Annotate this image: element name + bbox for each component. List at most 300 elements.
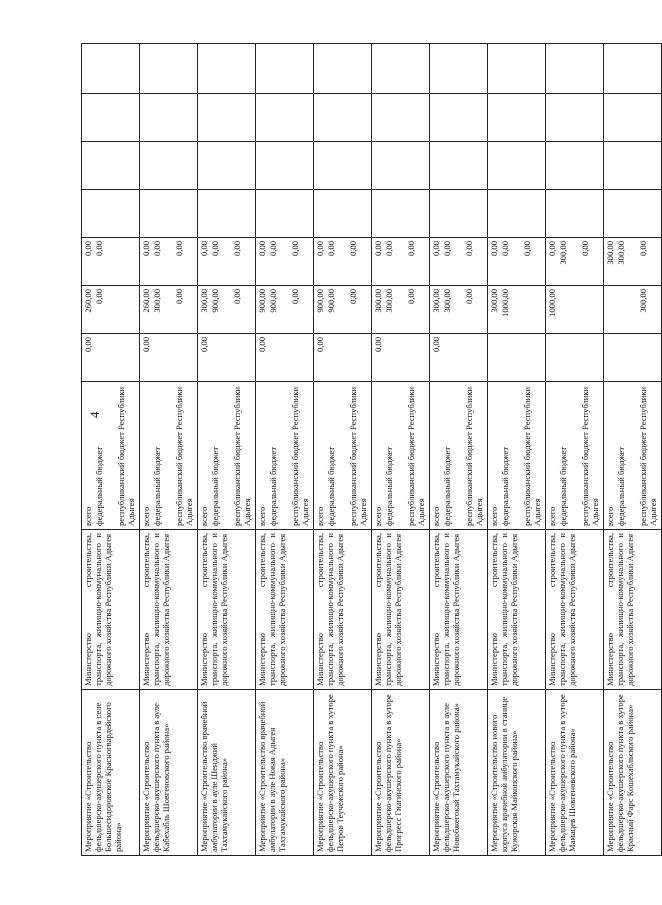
amount-cell [604, 94, 662, 142]
event-cell [488, 690, 546, 856]
amount-value [558, 289, 580, 330]
amount-value: 0,00 [406, 289, 416, 305]
table-row [82, 44, 140, 856]
amount-cell [604, 334, 662, 382]
amount-value [174, 47, 196, 90]
executor-cell [198, 530, 256, 690]
amount-value [232, 47, 254, 90]
amount-value [558, 337, 580, 378]
event-cell [140, 690, 198, 856]
amount-cell [314, 142, 372, 190]
amount-cell [430, 142, 488, 190]
amount-value [616, 337, 638, 378]
amount-cell [546, 286, 604, 334]
funding-source-line: всего [605, 506, 615, 526]
funding-source-cell [372, 382, 430, 530]
amount-value: 0,00 [373, 241, 383, 257]
amount-cell [488, 286, 546, 334]
funding-source-line: всего [431, 506, 441, 526]
executor-cell [604, 530, 662, 690]
amount-value [580, 289, 602, 330]
amount-value [558, 47, 580, 90]
amount-value [464, 97, 486, 138]
executor-text: Министерство строительства, транспорта, жилищно-коммунального и дорожного хозяйства Республики Адыгея [315, 533, 346, 686]
amount-value [580, 97, 602, 138]
event-cell [256, 690, 314, 856]
amount-value: 300,00 [558, 241, 568, 265]
executor-cell [546, 530, 604, 690]
amount-value [141, 193, 152, 234]
amount-value [83, 97, 94, 138]
funding-source-line: всего [141, 506, 151, 526]
amount-value [210, 145, 232, 186]
amount-value [638, 145, 660, 186]
event-cell [604, 690, 662, 856]
table-row [430, 44, 488, 856]
amount-value [83, 145, 94, 186]
funding-source-line: федеральный бюджет [152, 446, 162, 526]
amount-value: 0,00 [257, 241, 267, 257]
amount-value: 300,00 [442, 289, 452, 313]
amount-value: 0,00 [94, 241, 104, 257]
amount-value [580, 337, 602, 378]
amount-cell [82, 94, 140, 142]
amount-cell [82, 238, 140, 286]
amount-cell [198, 190, 256, 238]
amount-value: 0,00 [257, 337, 267, 353]
table-row [488, 44, 546, 856]
event-text: Мероприятие «Строительство фельдшерско-акушерского пункта в ауле Новобжегокай Тахтамукайского района» [431, 703, 462, 852]
funding-source-line: всего [315, 506, 325, 526]
amount-value: 300,00 [373, 289, 383, 313]
amount-cell [372, 286, 430, 334]
amount-value: 900,00 [210, 289, 220, 313]
executor-cell [140, 530, 198, 690]
amount-cell [488, 44, 546, 94]
amount-cell [314, 334, 372, 382]
executor-cell [314, 530, 372, 690]
funding-source-cell [604, 382, 662, 530]
amount-value: 0,00 [210, 241, 220, 257]
amount-value [268, 47, 290, 90]
amount-value [116, 337, 138, 378]
amount-value [116, 47, 138, 90]
amount-value: 260,00 [141, 289, 151, 313]
amount-cell [372, 142, 430, 190]
funding-source-line: республиканский бюджет Республики Адыгея [174, 386, 195, 526]
amount-cell [198, 334, 256, 382]
amount-cell [314, 286, 372, 334]
amount-value [500, 145, 522, 186]
amount-cell [82, 44, 140, 94]
funding-source-line: всего [199, 506, 209, 526]
amount-value [315, 47, 326, 90]
amount-value [616, 289, 638, 330]
amount-value [348, 97, 370, 138]
amount-value [384, 145, 406, 186]
amount-value [638, 47, 660, 90]
amount-value: 300,00 [384, 289, 394, 313]
amount-cell [546, 44, 604, 94]
amount-cell [488, 190, 546, 238]
amount-cell [82, 286, 140, 334]
amount-cell [140, 44, 198, 94]
amount-value [315, 145, 326, 186]
amount-value: 0,00 [232, 241, 242, 257]
amount-value [384, 337, 406, 378]
amount-value [558, 193, 580, 234]
amount-cell [256, 94, 314, 142]
amount-value [116, 97, 138, 138]
amount-value: 0,00 [174, 241, 184, 257]
funding-source-line: республиканский бюджет Республики Адыгея [406, 386, 427, 526]
amount-value [232, 97, 254, 138]
amount-value [442, 337, 464, 378]
amount-cell [314, 44, 372, 94]
amount-cell [430, 190, 488, 238]
page-number: 4 [87, 411, 102, 418]
amount-value [174, 145, 196, 186]
amount-value: 300,00 [638, 289, 648, 313]
amount-value [489, 145, 500, 186]
funding-source-line: республиканский бюджет Республики Адыгея [464, 386, 485, 526]
amount-cell [314, 190, 372, 238]
amount-cell [140, 334, 198, 382]
amount-value: 300,00 [605, 241, 615, 265]
amount-value: 300,00 [431, 289, 441, 313]
amount-value [141, 145, 152, 186]
amount-value: 1000,00 [547, 289, 557, 317]
amount-value [558, 145, 580, 186]
amount-value: 0,00 [94, 289, 104, 305]
funding-source-line: республиканский бюджет Республики Адыгея [580, 386, 601, 526]
amount-value [290, 337, 312, 378]
amount-value [547, 337, 558, 378]
event-text: Мероприятие «Строительство фельдшерско-акушерского пункта в хуторе Прогресс Гиагинского района» [373, 694, 404, 852]
amount-value [348, 193, 370, 234]
amount-cell [198, 142, 256, 190]
amount-cell [256, 142, 314, 190]
amount-value [384, 193, 406, 234]
amount-value [406, 47, 428, 90]
amount-value [431, 145, 442, 186]
amount-value [616, 145, 638, 186]
amount-cell [546, 142, 604, 190]
amount-value [199, 145, 210, 186]
amount-cell [604, 190, 662, 238]
amount-value: 300,00 [489, 289, 499, 313]
amount-value [290, 97, 312, 138]
amount-cell [372, 190, 430, 238]
amount-value [174, 97, 196, 138]
amount-value [373, 97, 384, 138]
amount-value [83, 193, 94, 234]
executor-text: Министерство строительства, транспорта, жилищно-коммунального и дорожного хозяйства Республики Адыгея [605, 533, 636, 686]
event-cell [430, 690, 488, 856]
executor-text: Министерство строительства, транспорта, жилищно-коммунального и дорожного хозяйства Республики Адыгея [257, 533, 288, 686]
amount-value [268, 97, 290, 138]
amount-value [464, 145, 486, 186]
event-text: Мероприятие «Строительство фельдшерско-акушерского пункта в хуторе Мамацев Шовгеновского района» [547, 694, 578, 852]
amount-value [489, 193, 500, 234]
amount-value [268, 337, 290, 378]
amount-value: 0,00 [199, 241, 209, 257]
amount-value: 300,00 [616, 241, 626, 265]
amount-value [522, 145, 544, 186]
funding-source-line: федеральный бюджет [384, 446, 394, 526]
amount-cell [314, 94, 372, 142]
amount-value: 0,00 [464, 241, 474, 257]
executor-cell [82, 530, 140, 690]
amount-value: 0,00 [406, 241, 416, 257]
amount-value [199, 47, 210, 90]
amount-value [431, 47, 442, 90]
amount-cell [140, 190, 198, 238]
table-body [82, 44, 662, 856]
amount-cell [546, 334, 604, 382]
amount-value [174, 337, 196, 378]
amount-value [94, 47, 116, 90]
amount-value [210, 47, 232, 90]
event-cell [546, 690, 604, 856]
amount-value [605, 97, 616, 138]
amount-value [522, 289, 544, 330]
executor-text: Министерство строительства, транспорта, жилищно-коммунального и дорожного хозяйства Республики Адыгея [141, 533, 172, 686]
amount-value [257, 193, 268, 234]
amount-value [384, 47, 406, 90]
amount-value [580, 47, 602, 90]
amount-cell [604, 44, 662, 94]
amount-value [500, 47, 522, 90]
funding-source-line: федеральный бюджет [558, 446, 568, 526]
amount-cell [140, 238, 198, 286]
amount-value [326, 193, 348, 234]
funding-source-cell [198, 382, 256, 530]
event-text: Мероприятие «Строительство фельдшерско-акушерского пункта в селе Большесидоровское Красногвардейского района» [83, 702, 124, 852]
amount-value [315, 97, 326, 138]
amount-value: 0,00 [315, 241, 325, 257]
amount-value [489, 337, 500, 378]
amount-cell [372, 334, 430, 382]
amount-cell [256, 44, 314, 94]
amount-value [489, 97, 500, 138]
amount-value [141, 97, 152, 138]
table-row [546, 44, 604, 856]
executor-cell [372, 530, 430, 690]
table-row [198, 44, 256, 856]
amount-value: 0,00 [522, 241, 532, 257]
amount-cell [372, 94, 430, 142]
table-row [604, 44, 662, 856]
amount-value: 0,00 [315, 337, 325, 353]
amount-value [638, 337, 660, 378]
amount-cell [82, 142, 140, 190]
amount-value [348, 145, 370, 186]
amount-value [464, 337, 486, 378]
amount-value: 260,00 [83, 289, 93, 313]
amount-value [94, 193, 116, 234]
amount-value: 900,00 [315, 289, 325, 313]
amount-value [522, 47, 544, 90]
amount-value [522, 193, 544, 234]
funding-source-cell [314, 382, 372, 530]
funding-source-line: республиканский бюджет Республики Адыгея [348, 386, 369, 526]
amount-value [547, 145, 558, 186]
amount-value [152, 47, 174, 90]
amount-cell [430, 94, 488, 142]
amount-value [232, 337, 254, 378]
amount-cell [256, 190, 314, 238]
rotated-table-wrapper [81, 44, 659, 856]
amount-value: 900,00 [257, 289, 267, 313]
amount-cell [140, 94, 198, 142]
amount-cell [488, 238, 546, 286]
amount-value [605, 337, 616, 378]
amount-value [210, 337, 232, 378]
amount-value [199, 193, 210, 234]
amount-value [257, 145, 268, 186]
amount-value [442, 47, 464, 90]
amount-value: 0,00 [348, 241, 358, 257]
funding-source-line: федеральный бюджет [210, 446, 220, 526]
event-text: Мероприятие «Строительство врачебной амбулатории в ауле Шенджий Тахтамукайского района» [199, 701, 230, 852]
amount-value: 0,00 [547, 241, 557, 257]
amount-cell [604, 238, 662, 286]
executor-cell [488, 530, 546, 690]
amount-cell [604, 142, 662, 190]
amount-value [522, 337, 544, 378]
amount-value [464, 193, 486, 234]
executor-text: Министерство строительства, транспорта, жилищно-коммунального и дорожного хозяйства Республики Адыгея [431, 533, 462, 686]
executor-text: Министерство строительства, транспорта, жилищно-коммунального и дорожного хозяйства Республики Адыгея [83, 533, 114, 686]
amount-value [315, 193, 326, 234]
event-cell [82, 690, 140, 856]
amount-value [94, 97, 116, 138]
executor-text: Министерство строительства, транспорта, жилищно-коммунального и дорожного хозяйства Республики Адыгея [489, 533, 520, 686]
amount-value [348, 337, 370, 378]
event-text: Мероприятие «Строительство фельдшерско-акушерского пункта в хуторе Петров Теучежского района» [315, 694, 346, 852]
amount-value: 0,00 [83, 337, 93, 353]
amount-value [500, 97, 522, 138]
amount-value: 0,00 [348, 289, 358, 305]
amount-value [605, 145, 616, 186]
amount-value [431, 97, 442, 138]
amount-value [406, 337, 428, 378]
funding-source-line: всего [257, 506, 267, 526]
event-cell [372, 690, 430, 856]
amount-value: 300,00 [199, 289, 209, 313]
amount-value [116, 193, 138, 234]
amount-value [442, 97, 464, 138]
amount-value [290, 47, 312, 90]
amount-value: 0,00 [464, 289, 474, 305]
amount-value: 300,00 [152, 289, 162, 313]
funding-source-line: федеральный бюджет [616, 446, 626, 526]
amount-cell [198, 94, 256, 142]
funding-source-line: республиканский бюджет Республики Адыгея [116, 386, 137, 526]
funding-source-cell [546, 382, 604, 530]
executor-cell [256, 530, 314, 690]
funding-source-line: всего [489, 506, 499, 526]
event-text: Мероприятие «Строительство фельдшерско-акушерского пункта в хуторе Красный Фарс Кошехабльского района» [605, 694, 636, 852]
amount-cell [604, 286, 662, 334]
amount-value [94, 337, 116, 378]
amount-value: 0,00 [580, 241, 590, 257]
amount-value [152, 193, 174, 234]
amount-value: 900,00 [268, 289, 278, 313]
amount-value [257, 47, 268, 90]
amount-value [406, 145, 428, 186]
amount-value [326, 47, 348, 90]
amount-value [558, 97, 580, 138]
amount-cell [488, 142, 546, 190]
amount-value: 0,00 [268, 241, 278, 257]
amount-cell [430, 334, 488, 382]
amount-value [348, 47, 370, 90]
amount-cell [256, 286, 314, 334]
amount-value [616, 47, 638, 90]
amount-value [290, 145, 312, 186]
event-cell [314, 690, 372, 856]
funding-source-line: федеральный бюджет [442, 446, 452, 526]
amount-value [152, 97, 174, 138]
amount-cell [256, 238, 314, 286]
amount-value [638, 97, 660, 138]
amount-value: 0,00 [431, 337, 441, 353]
funding-source-line: республиканский бюджет Республики Адыгея [522, 386, 543, 526]
amount-value [616, 97, 638, 138]
amount-value [464, 47, 486, 90]
amount-cell [488, 334, 546, 382]
amount-value [232, 145, 254, 186]
amount-value [116, 289, 138, 330]
amount-value [580, 145, 602, 186]
amount-cell [430, 238, 488, 286]
amount-value [406, 97, 428, 138]
amount-value: 0,00 [326, 241, 336, 257]
amount-cell [546, 190, 604, 238]
event-text: Мероприятие «Строительство нового корпуса врачебной амбулатории в станице Кужорская Майкопского района» [489, 696, 520, 852]
amount-value: 0,00 [373, 337, 383, 353]
amount-value: 0,00 [290, 241, 300, 257]
funding-source-cell [256, 382, 314, 530]
amount-value [442, 193, 464, 234]
amount-value [605, 47, 616, 90]
amount-value [268, 145, 290, 186]
funding-source-cell [488, 382, 546, 530]
funding-source-line: федеральный бюджет [94, 446, 104, 526]
funding-source-line: всего [83, 506, 93, 526]
amount-value [83, 47, 94, 90]
amount-value: 0,00 [290, 289, 300, 305]
amount-value: 0,00 [83, 241, 93, 257]
amount-value: 900,00 [326, 289, 336, 313]
amount-cell [198, 286, 256, 334]
amount-value: 1000,00 [500, 289, 510, 317]
amount-cell [372, 238, 430, 286]
amount-value [431, 193, 442, 234]
amount-cell [140, 142, 198, 190]
funding-source-line: республиканский бюджет Республики Адыгея [232, 386, 253, 526]
amount-value: 0,00 [174, 289, 184, 305]
amount-value [174, 193, 196, 234]
amount-value: 0,00 [141, 337, 151, 353]
amount-value [373, 193, 384, 234]
funding-source-line: федеральный бюджет [268, 446, 278, 526]
funding-source-line: всего [547, 506, 557, 526]
amount-cell [198, 44, 256, 94]
amount-value [442, 145, 464, 186]
